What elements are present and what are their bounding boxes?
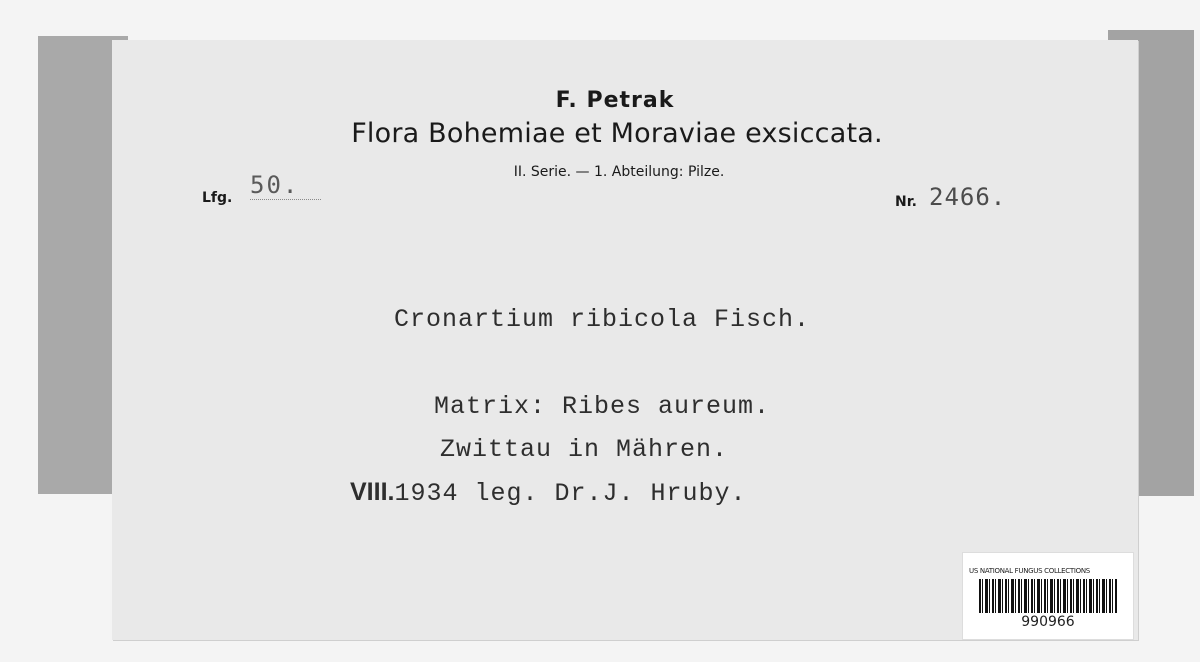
series-title: Flora Bohemiae et Moraviae exsiccata. [351,118,883,149]
locality-line: Zwittau in Mähren. [440,435,729,464]
date-and-collector: 1934 leg. Dr.J. Hruby. [394,479,747,508]
barcode-icon [979,579,1117,613]
sub-series: II. Serie. — 1. Abteilung: Pilze. [513,164,725,180]
taxon-name: Cronartium ribicola Fisch. [394,305,811,334]
matrix-line: Matrix: Ribes aureum. [434,392,771,421]
date-month-roman: VIII. [350,478,395,506]
author: F. Petrak [555,88,675,113]
nr-label: Nr. [895,194,917,210]
herbarium-label [112,40,1138,640]
lfg-label: Lfg. [202,190,233,206]
nr-value: 2466. [929,183,1007,211]
collection-date-line [350,478,747,508]
barcode-title: US NATIONAL FUNGUS COLLECTIONS [969,567,1090,575]
barcode-number: 990966 [1021,614,1075,630]
lfg-value: 50. [250,171,321,200]
barcode-label [962,552,1134,640]
